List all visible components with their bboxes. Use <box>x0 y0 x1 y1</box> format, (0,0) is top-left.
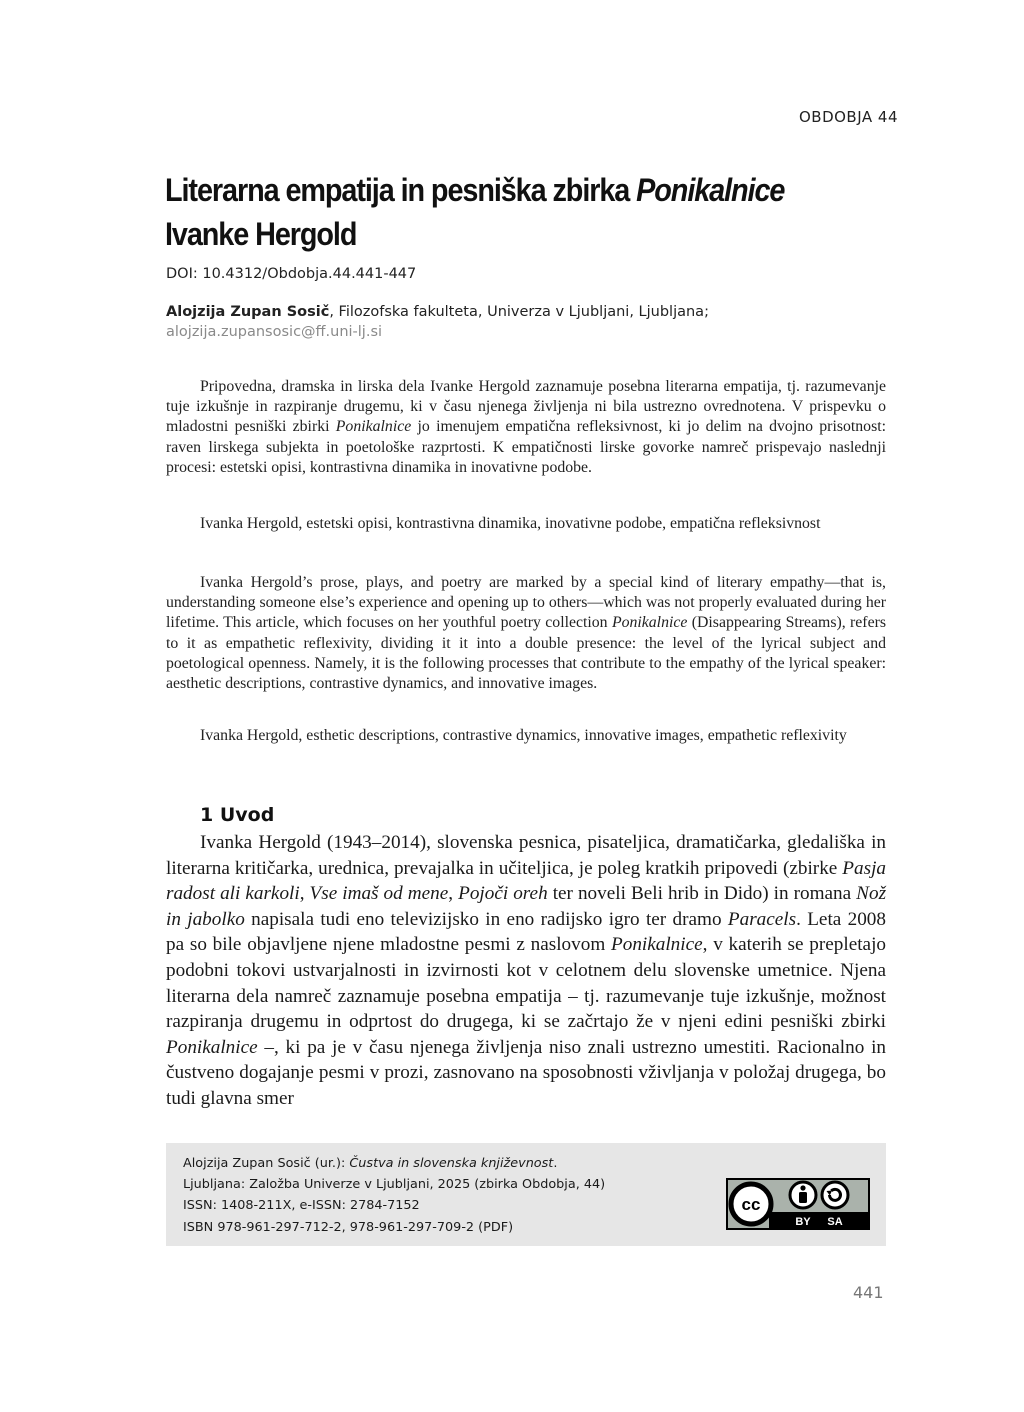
body-italic: Ponikalnice <box>166 1036 258 1058</box>
body-run: , v katerih se prepletajo podobni tokovi ustvarjalnosti in izvirnosti kot v celotnem delu slovenske umetnice. Njena literarna dela namreč zaznamuje posebna empatija – tj. razumevanje tuje izkušnje, možnost razpiranja drugemu in odprtost do drugega, ki se začrtajo že v njeni edini pesniški zbirki <box>166 934 886 1033</box>
editor: Alojzija Zupan Sosič (ur.): <box>183 1156 350 1171</box>
by-person-head <box>800 1185 805 1190</box>
isbn-line: ISBN 978-961-297-712-2, 978-961-297-709-2 (PDF) <box>183 1219 514 1235</box>
by-text: BY <box>795 1216 811 1228</box>
publication-info-box <box>166 1143 886 1246</box>
cc-text: cc <box>741 1195 761 1214</box>
abstract-sl-part-1: Pripovedna, dramska in lirska dela Ivanke Hergold zaznamuje posebna literarna empatija, tj. razumevanje tuje izkušnje in razpiranje drugemu, ki v času njenega življenja ni bila ustrezno ovrednotena. V prispevku o mladostni pesniški zbirki <box>166 378 886 436</box>
abstract-en-part-2: (Disappearing Streams), refers to it as empathetic reflexivity, dividing it it into a double presence: the level of the lyrical subject and poetological openness. Namely, it is the following processes that contribute to the empathy of the lyrical speaker: aesthetic descriptions, contrastive dynamics, and innovative images. <box>166 614 886 693</box>
body-italic: Ponikalnice <box>611 934 703 956</box>
body-run: ter noveli Beli hrib in Dido) in romana <box>547 883 857 905</box>
book-title-end: . <box>553 1156 558 1171</box>
keywords-slovene-text: Ivanka Hergold, estetski opisi, kontrastivna dinamika, inovativne podobe, empatična refleksivnost <box>200 515 821 532</box>
body-paragraph <box>166 830 886 1112</box>
title-part-1: Literarna empatija in pesniška zbirka <box>165 172 637 208</box>
body-italic: Nož in jabolko <box>166 883 887 930</box>
sa-text: SA <box>827 1216 843 1228</box>
body-italic: Pojoči oreh <box>458 883 548 905</box>
editor-line <box>183 1153 605 1174</box>
issn-line: ISSN: 1408-211X, e-ISSN: 2784-7152 <box>183 1198 420 1214</box>
creative-commons-by-sa-icon <box>726 1178 870 1230</box>
keywords-english <box>166 726 886 746</box>
body-run: , <box>448 883 459 905</box>
body-run: , <box>299 883 310 905</box>
body-italic: Vse imaš od mene <box>309 883 449 905</box>
body-italic: Paracels <box>727 908 797 930</box>
title-italic: Ponikalnice <box>636 172 785 208</box>
running-head: OBDOBJA 44 <box>798 108 898 126</box>
title-part-2: Ivanke Hergold <box>165 216 357 252</box>
author-affiliation: , Filozofska fakulteta, Univerza v Ljubljani, Ljubljana; <box>329 304 709 320</box>
author-name: Alojzija Zupan Sosič <box>166 304 330 320</box>
section-heading: 1 Uvod <box>200 804 275 826</box>
body-run: Ivanka Hergold (1943–2014), slovenska pesnica, pisateljica, dramatičarka, gledališka in literarna kritičarka, urednica, prevajalka in učiteljica, je poleg kratkih pripovedi (zbirke <box>166 832 886 879</box>
abstract-english-text <box>166 573 886 694</box>
abstract-en-part-1: Ivanka Hergold’s prose, plays, and poetry are marked by a special kind of literary empathy—that is, understanding someone else’s experience and opening up to others—which was not properly evaluated during her lifetime. This article, which focuses on her youthful poetry collection <box>166 574 886 632</box>
body-run: –, ki pa je v času njenega življenja niso znali ustrezno umestiti. Racionalno in čustveno dogajanje pesmi v prozi, zasnovano na sposobnosti vživljanja v položaj drugega, bo tudi glavna smer <box>166 1036 886 1109</box>
abstract-slovene-text <box>166 377 886 478</box>
abstract-sl-part-2: jo imenujem empatična refleksivnost, ki jo delim na dvojno prisotnost: raven lirskega subjekta in poetološke razprtosti. K empatičnosti lirske govorke namreč prispevajo naslednji procesi: estetski opisi, kontrastivna dinamika in inovativne podobe. <box>166 418 886 476</box>
sa-circle <box>822 1182 848 1208</box>
author-email: alojzija.zupansosic@ff.uni-lj.si <box>166 324 383 340</box>
abstract-slovene <box>166 377 886 478</box>
doi: DOI: 10.4312/Obdobja.44.441-447 <box>166 266 417 282</box>
by-person-body <box>799 1192 807 1203</box>
cc-badge-label-bar <box>769 1212 868 1228</box>
page-number: 441 <box>853 1283 884 1302</box>
body-run: . Leta 2008 pa so bile objavljene njene mladostne pesmi z naslovom <box>166 908 886 956</box>
publication-info-text <box>183 1153 605 1238</box>
keywords-english-text: Ivanka Hergold, esthetic descriptions, contrastive dynamics, innovative images, empathetic reflexivity <box>200 727 847 744</box>
author-line <box>166 302 886 342</box>
book-title: Čustva in slovenska književnost <box>349 1156 554 1171</box>
body-run: napisala tudi eno televizijsko in eno radijsko igro ter dramo <box>244 908 728 930</box>
abstract-english <box>166 573 886 694</box>
article-title <box>165 168 813 256</box>
abstract-sl-italic: Ponikalnice <box>335 418 412 436</box>
abstract-en-italic: Ponikalnice <box>611 614 688 632</box>
publisher-line: Ljubljana: Založba Univerze v Ljubljani, 2025 (zbirka Obdobja, 44) <box>183 1177 606 1193</box>
body-text <box>166 830 886 1112</box>
keywords-slovene <box>166 514 886 534</box>
body-italic: Pasja radost ali karkoli <box>166 857 886 905</box>
